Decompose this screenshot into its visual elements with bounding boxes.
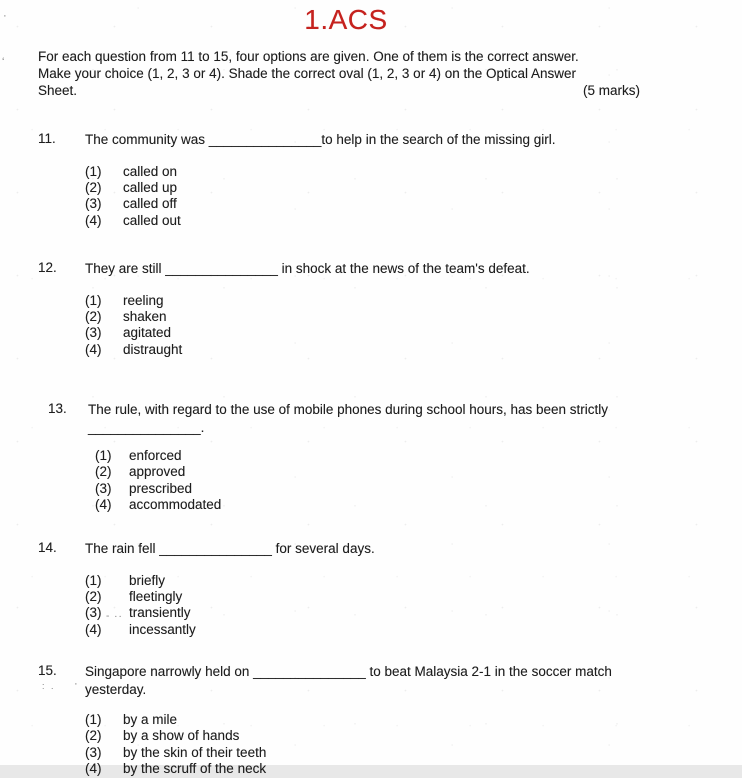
option-text: shaken (123, 308, 167, 324)
option (95, 464, 716, 480)
option (95, 448, 716, 464)
option-label: (1) (85, 712, 102, 727)
option-text: transiently (129, 605, 191, 621)
option-label: (2) (85, 728, 102, 744)
options-list (85, 573, 706, 639)
option-text: by a show of hands (123, 728, 240, 744)
question-12 (38, 260, 706, 358)
option (85, 309, 706, 325)
option (85, 196, 706, 212)
option (85, 712, 706, 728)
option (95, 481, 716, 497)
option (85, 164, 706, 180)
option-text: called off (123, 196, 177, 212)
option-label: (3) (95, 480, 112, 496)
question-14 (38, 540, 706, 638)
option-text: enforced (129, 448, 182, 463)
option (85, 573, 706, 589)
option-label: (3) (85, 744, 102, 760)
options-list (85, 293, 706, 359)
option-label: (3) (85, 196, 102, 212)
option (85, 605, 706, 621)
scan-artifact (2, 56, 4, 68)
scan-artifact (42, 680, 56, 692)
stem-line: The rain fell _______________ for several days. (85, 541, 375, 556)
stem-line: yesterday. (85, 681, 147, 697)
option (85, 325, 706, 341)
option-label: (3) (85, 605, 102, 621)
option (95, 497, 716, 513)
question-number: 12. (38, 260, 57, 275)
scan-artifact (106, 610, 123, 622)
option (85, 180, 706, 196)
option-label: (4) (85, 341, 102, 357)
option-label: (2) (95, 464, 112, 480)
question-13 (48, 401, 716, 514)
question-number: 11. (38, 131, 56, 146)
option-text: reeling (123, 292, 164, 308)
page-title: 1.ACS (304, 4, 388, 35)
option-text: distraught (123, 341, 183, 357)
scan-artifact (3, 10, 7, 22)
option-label: (4) (95, 497, 112, 513)
question-stem (85, 260, 706, 278)
option-label: (1) (85, 292, 102, 308)
question-number: 15. (38, 663, 57, 678)
question-stem (85, 131, 706, 149)
stem-line: The community was _______________to help in the search of the missing girl. (85, 132, 556, 147)
instruction-line: For each question from 11 to 15, four options are given. One of them is the correct answer. (38, 49, 579, 64)
question-stem (88, 401, 716, 436)
option-text: approved (129, 464, 186, 480)
option-text: by a mile (123, 712, 178, 727)
option-label: (1) (95, 448, 112, 463)
option (85, 622, 706, 638)
option (85, 745, 706, 761)
option-text: by the scruff of the neck (123, 761, 267, 777)
option-label: (2) (85, 588, 102, 604)
option-label: (2) (85, 308, 102, 324)
question-stem (85, 663, 706, 698)
options-list (85, 164, 706, 230)
option-label: (1) (85, 163, 102, 179)
option (85, 213, 706, 229)
option-text: called out (123, 212, 181, 228)
option-text: called up (123, 179, 178, 195)
instructions (38, 49, 640, 99)
option-label: (3) (85, 325, 102, 341)
question-stem (85, 540, 706, 558)
option-label: (4) (85, 621, 102, 637)
stem-line: They are still _______________ in shock at the news of the team's defeat. (85, 261, 530, 276)
question-number: 14. (38, 540, 57, 555)
stem-line: Singapore narrowly held on _______________ to beat Malaysia 2-1 in the soccer match (85, 664, 612, 679)
question-11 (38, 131, 706, 229)
option (85, 589, 706, 605)
option (85, 342, 706, 358)
option-text: incessantly (129, 621, 196, 637)
option-label: (4) (85, 212, 102, 228)
instruction-line: Make your choice (1, 2, 3 or 4). Shade the correct oval (1, 2, 3 or 4) on the Optical Answer (38, 65, 577, 81)
option-text: by the skin of their teeth (123, 744, 267, 760)
option (85, 761, 706, 777)
option (85, 728, 706, 744)
options-list (85, 712, 706, 778)
option-label: (1) (85, 572, 102, 588)
option-text: fleetingly (129, 588, 183, 604)
option-label: (4) (85, 761, 102, 777)
stem-line: _______________. (88, 419, 205, 435)
stem-line: The rule, with regard to the use of mobile phones during school hours, has been strictly (88, 402, 609, 417)
option-text: called on (123, 163, 178, 179)
marks-label: (5 marks) (583, 82, 640, 98)
instruction-line: Sheet. (38, 82, 78, 98)
option-text: accommodated (129, 497, 222, 513)
question-15 (38, 663, 706, 778)
options-list (95, 448, 716, 514)
option (85, 293, 706, 309)
scan-artifact (74, 678, 78, 690)
option-text: briefly (129, 572, 166, 588)
option-label: (2) (85, 179, 102, 195)
option-text: agitated (123, 325, 172, 341)
question-number: 13. (48, 401, 67, 416)
option-text: prescribed (129, 480, 193, 496)
